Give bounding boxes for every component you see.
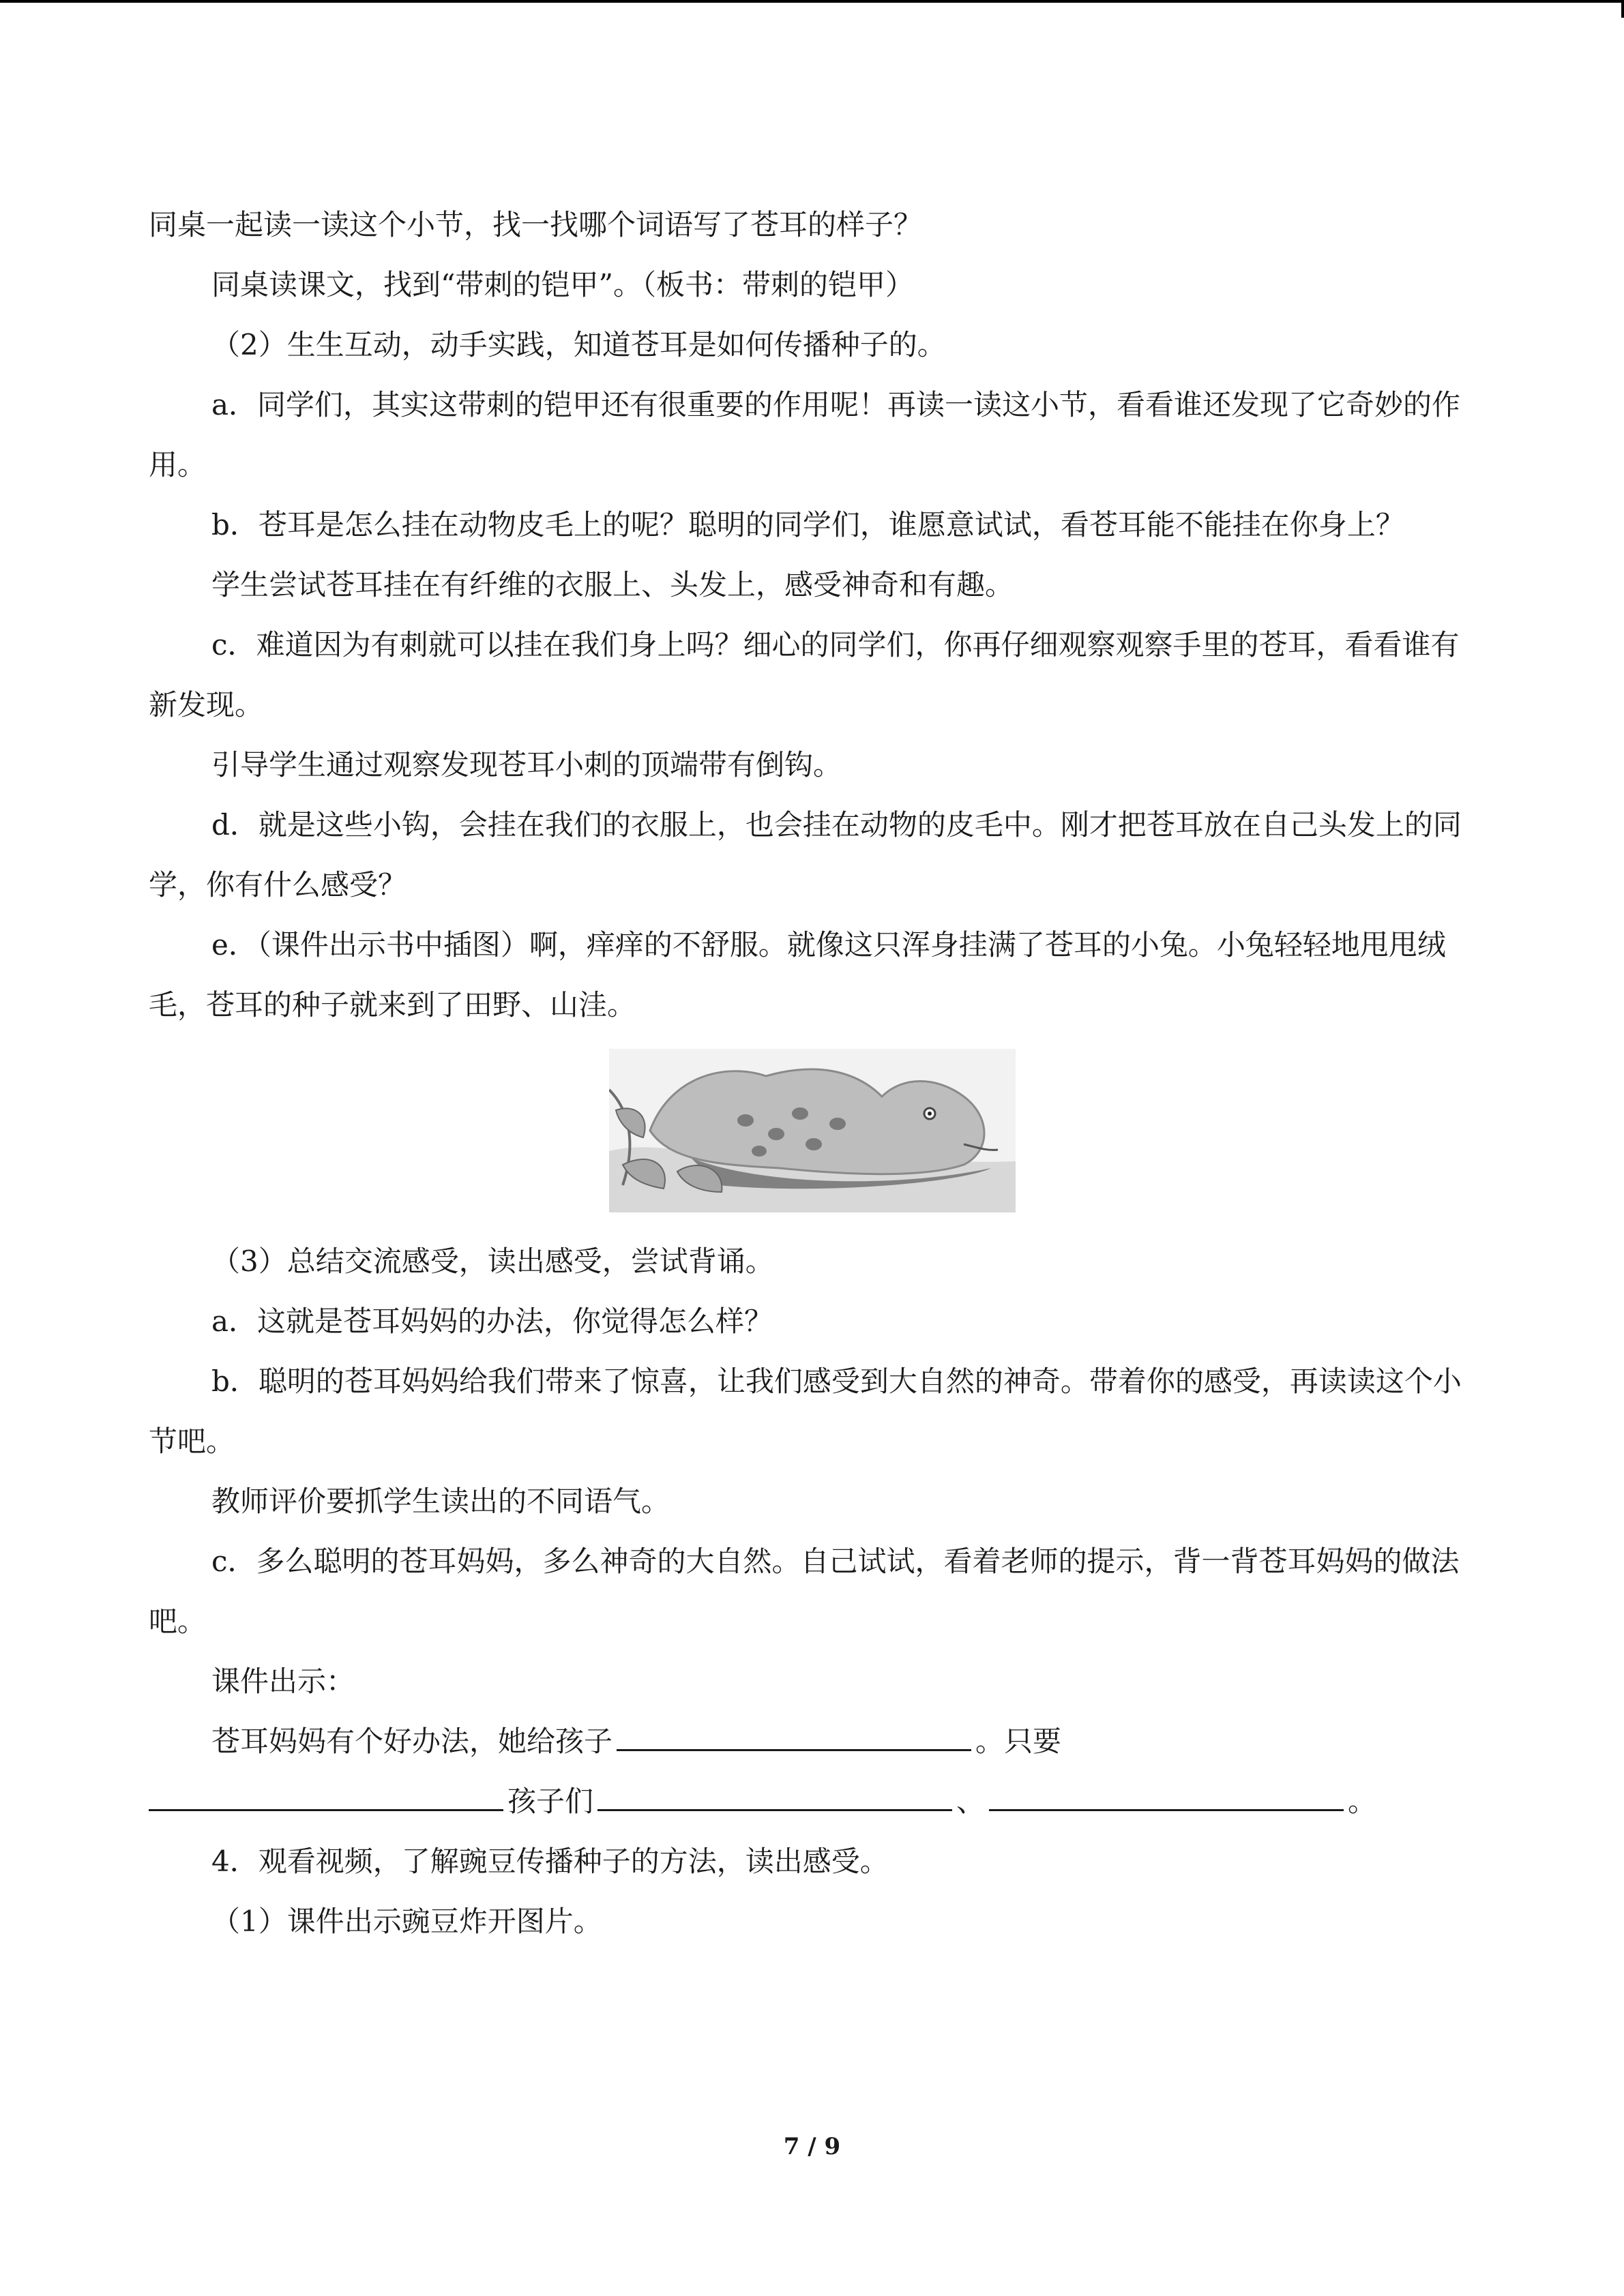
paragraph: 4．观看视频，了解豌豆传播种子的方法，读出感受。 (211, 1845, 889, 1878)
fill-text: 。 (1348, 1785, 1377, 1818)
paragraph: a．这就是苍耳妈妈的办法，你觉得怎么样？ (211, 1304, 773, 1338)
paragraph: e．（课件出示书中插图）啊，痒痒的不舒服。就像这只浑身挂满了苍耳的小兔。小兔轻轻地甩甩绒毛，苍耳的种子就来到了田野、山洼。 (149, 928, 1446, 1022)
blank-field (989, 1779, 1344, 1811)
paragraph: 学生尝试苍耳挂在有纤维的衣服上、头发上，感受神奇和有趣。 (211, 568, 1014, 601)
paragraph: （2）生生互动，动手实践，知道苍耳是如何传播种子的。 (211, 328, 946, 361)
blank-field (617, 1719, 971, 1751)
paragraph: c．多么聪明的苍耳妈妈，多么神奇的大自然。自己试试，看着老师的提示，背一背苍耳妈妈的做法吧。 (149, 1545, 1460, 1638)
paragraph: a．同学们，其实这带刺的铠甲还有很重要的作用呢！再读一读这小节，看看谁还发现了它奇妙的作用。 (149, 388, 1461, 481)
paragraph: d．就是这些小钩，会挂在我们的衣服上，也会挂在动物的皮毛中。刚才把苍耳放在自己头发上的同学，你有什么感受？ (149, 808, 1462, 901)
paragraph: b．苍耳是怎么挂在动物皮毛上的呢？聪明的同学们，谁愿意试试，看苍耳能不能挂在你身上？ (211, 508, 1404, 541)
fill-in-line-2 (149, 1772, 1475, 1832)
fill-text: 苍耳妈妈有个好办法，她给孩子 (211, 1725, 613, 1758)
top-right-border (1621, 0, 1624, 18)
paragraph: （1）课件出示豌豆炸开图片。 (211, 1905, 602, 1938)
fill-in-line-1 (149, 1712, 1475, 1772)
paragraph: c．难道因为有刺就可以挂在我们身上吗？细心的同学们，你再仔细观察观察手里的苍耳，看看谁有新发现。 (149, 628, 1460, 721)
paragraph: 课件出示： (211, 1665, 355, 1698)
fill-text: 孩子们 (507, 1785, 594, 1818)
page-number: 7 / 9 (783, 2133, 841, 2160)
top-border (0, 0, 1624, 3)
rabbit-illustration (609, 1049, 1016, 1212)
blank-field (597, 1779, 952, 1811)
fill-text: 。只要 (975, 1725, 1062, 1758)
paragraph: 教师评价要抓学生读出的不同语气。 (211, 1485, 670, 1518)
paragraph: （3）总结交流感受，读出感受，尝试背诵。 (211, 1244, 774, 1278)
paragraph: 引导学生通过观察发现苍耳小刺的顶端带有倒钩。 (211, 748, 842, 781)
page-content (149, 195, 1475, 1952)
paragraph: b．聪明的苍耳妈妈给我们带来了惊喜，让我们感受到大自然的神奇。带着你的感受，再读读这个小节吧。 (149, 1365, 1462, 1458)
fill-text: 、 (956, 1785, 986, 1818)
paragraph: 同桌读课文，找到“带刺的铠甲”。（板书：带刺的铠甲） (211, 268, 914, 301)
blank-field (149, 1779, 503, 1811)
paragraph: 同桌一起读一读这个小节，找一找哪个词语写了苍耳的样子？ (149, 208, 923, 241)
